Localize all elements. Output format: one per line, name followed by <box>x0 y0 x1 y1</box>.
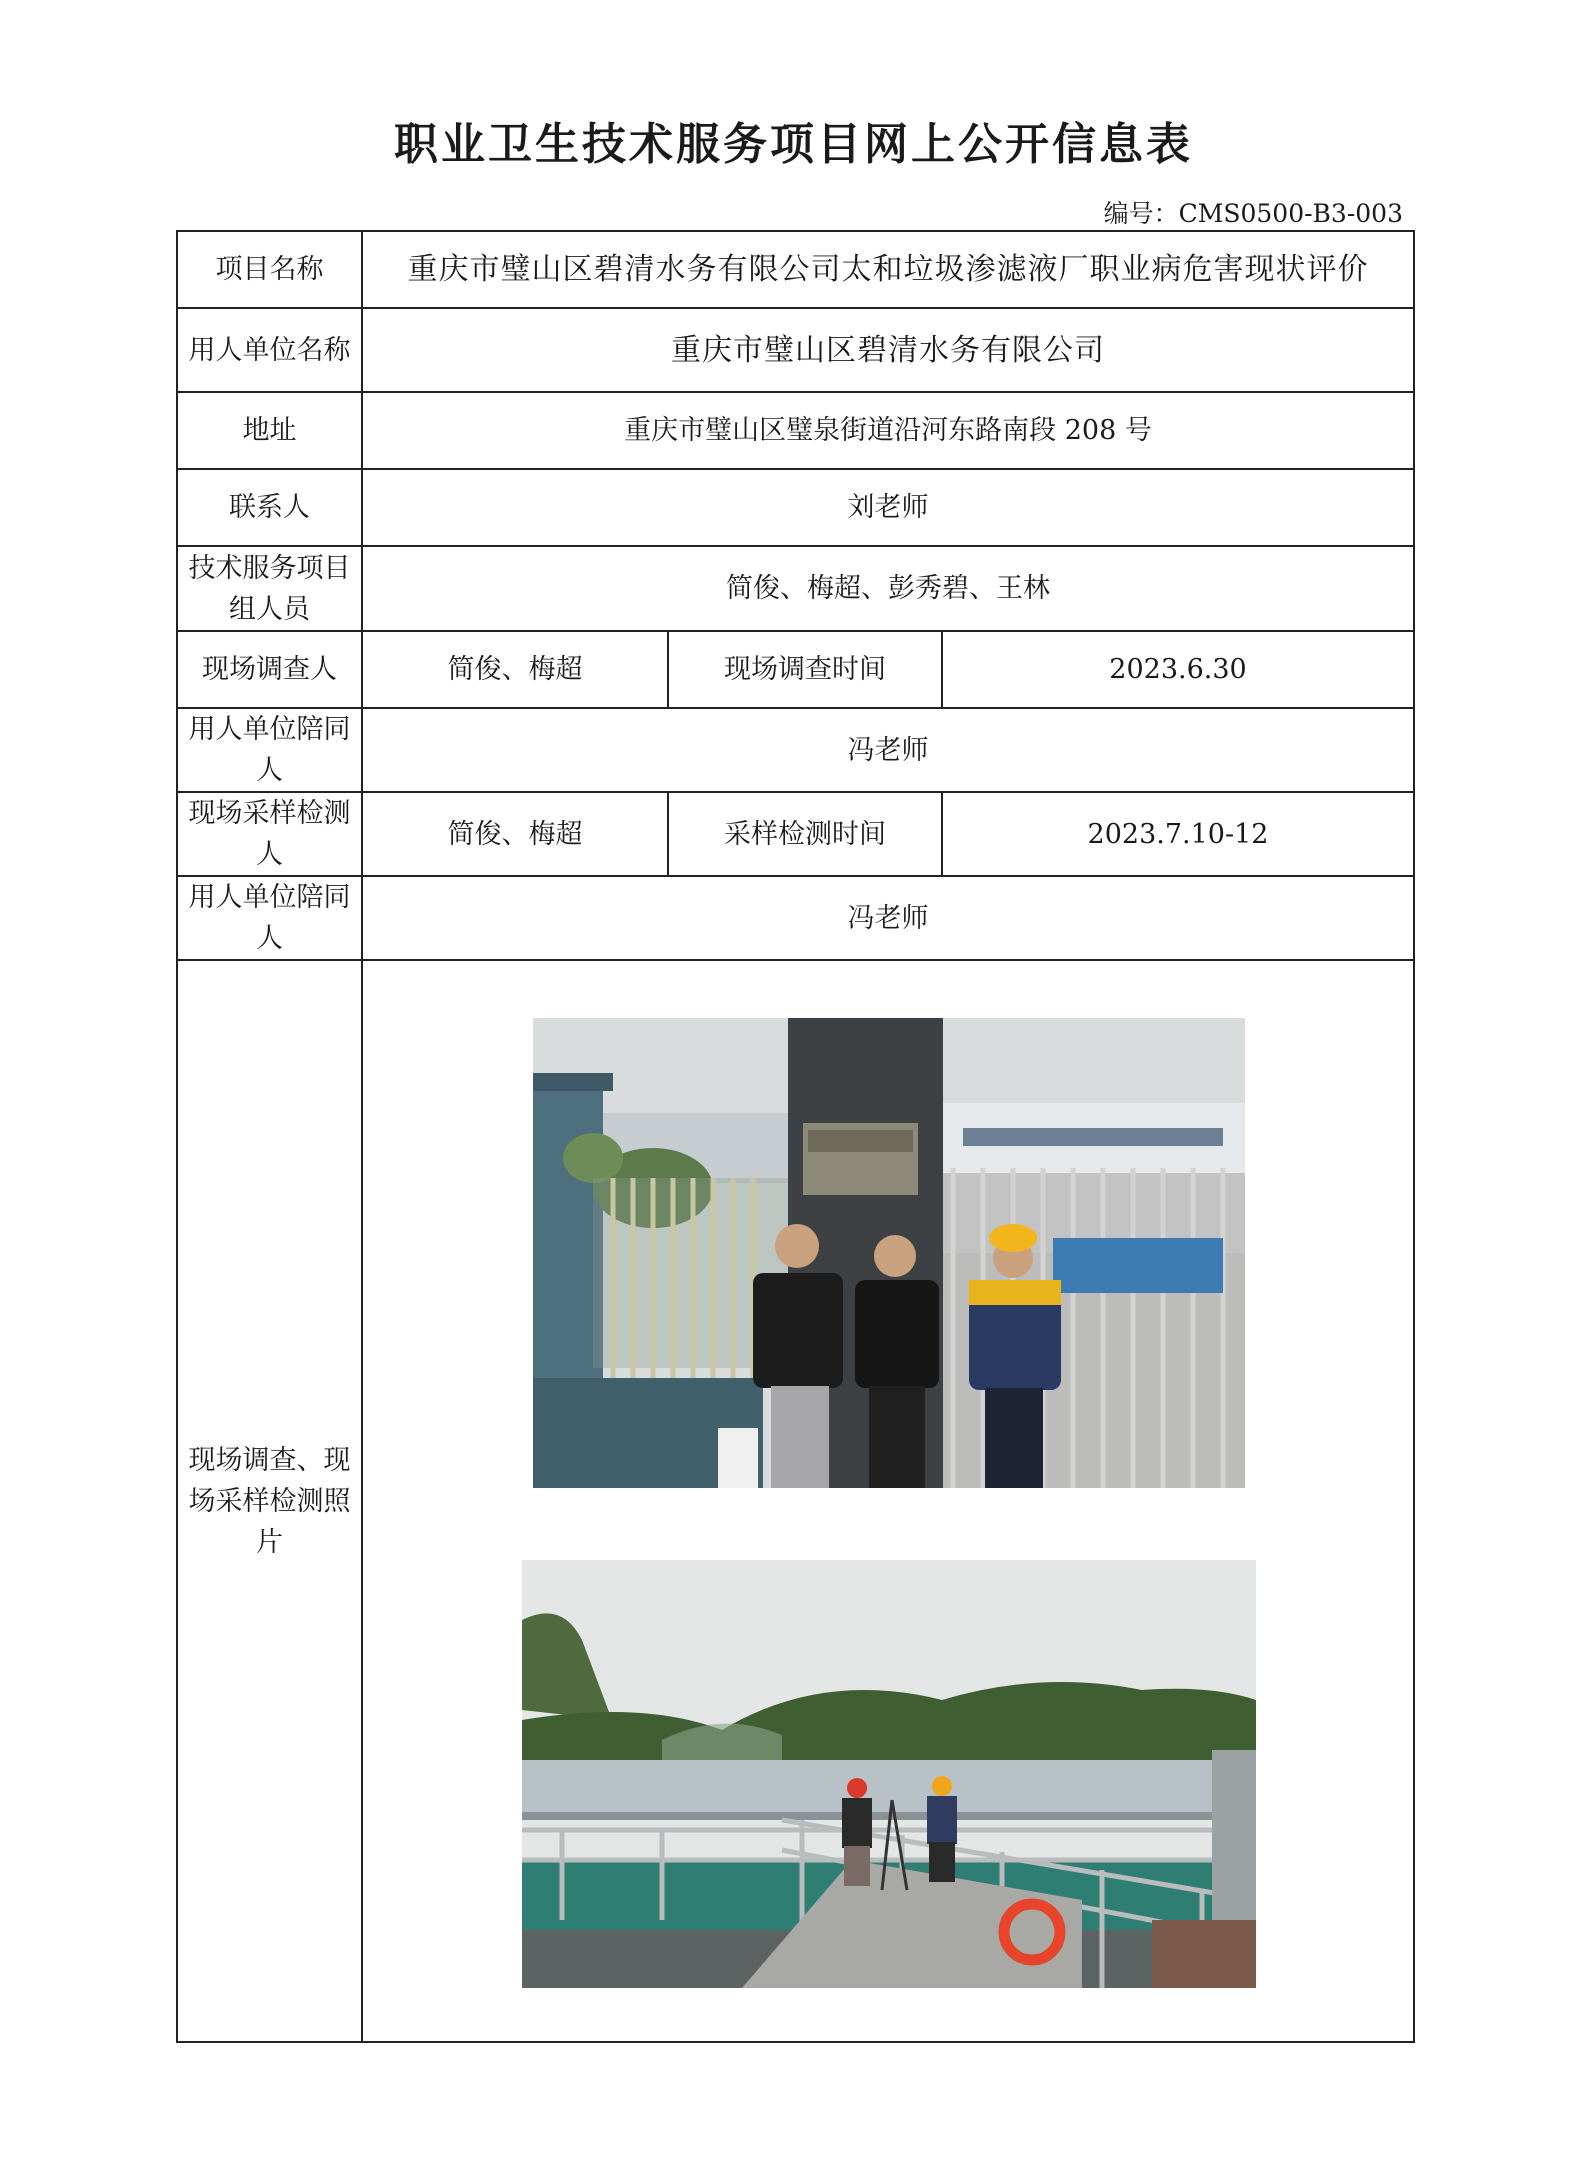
row-survey-companion <box>177 708 1414 792</box>
document-number: 编号：CMS0500-B3-003 <box>1103 199 1403 228</box>
contact-value: 刘老师 <box>362 469 1414 546</box>
address-value: 重庆市璧山区璧泉街道沿河东路南段 208 号 <box>362 392 1414 469</box>
row-photos <box>177 960 1414 2042</box>
survey-companion-label: 用人单位陪同人 <box>177 708 362 792</box>
row-address <box>177 392 1414 469</box>
page-title: 职业卫生技术服务项目网上公开信息表 <box>394 119 1193 170</box>
team-label: 技术服务项目组人员 <box>177 546 362 631</box>
survey-label: 现场调查人 <box>177 631 362 708</box>
sampling-time-label: 采样检测时间 <box>668 792 942 876</box>
project-name-value: 重庆市璧山区碧清水务有限公司太和垃圾渗滤液厂职业病危害现状评价 <box>362 231 1414 308</box>
info-table <box>176 230 1415 2043</box>
row-team <box>177 546 1414 631</box>
survey-team-photo <box>533 1018 1245 1488</box>
sampling-companion-label: 用人单位陪同人 <box>177 876 362 960</box>
address-label: 地址 <box>177 392 362 469</box>
survey-value: 简俊、梅超 <box>362 631 668 708</box>
row-employer-name <box>177 308 1414 392</box>
survey-time-label: 现场调查时间 <box>668 631 942 708</box>
row-survey <box>177 631 1414 708</box>
sampling-value: 简俊、梅超 <box>362 792 668 876</box>
contact-label: 联系人 <box>177 469 362 546</box>
project-name-label: 项目名称 <box>177 231 362 308</box>
row-sampling-companion <box>177 876 1414 960</box>
survey-time-value: 2023.6.30 <box>942 631 1414 708</box>
sampling-label: 现场采样检测人 <box>177 792 362 876</box>
row-sampling <box>177 792 1414 876</box>
team-value: 简俊、梅超、彭秀碧、王林 <box>362 546 1414 631</box>
row-project-name <box>177 231 1414 308</box>
survey-companion-value: 冯老师 <box>362 708 1414 792</box>
employer-name-label: 用人单位名称 <box>177 308 362 392</box>
sampling-companion-value: 冯老师 <box>362 876 1414 960</box>
sampling-photo <box>522 1560 1256 1988</box>
photos-label: 现场调查、现场采样检测照片 <box>177 960 362 2042</box>
photos-cell <box>362 960 1414 2042</box>
sampling-time-value: 2023.7.10-12 <box>942 792 1414 876</box>
row-contact <box>177 469 1414 546</box>
employer-name-value: 重庆市璧山区碧清水务有限公司 <box>362 308 1414 392</box>
